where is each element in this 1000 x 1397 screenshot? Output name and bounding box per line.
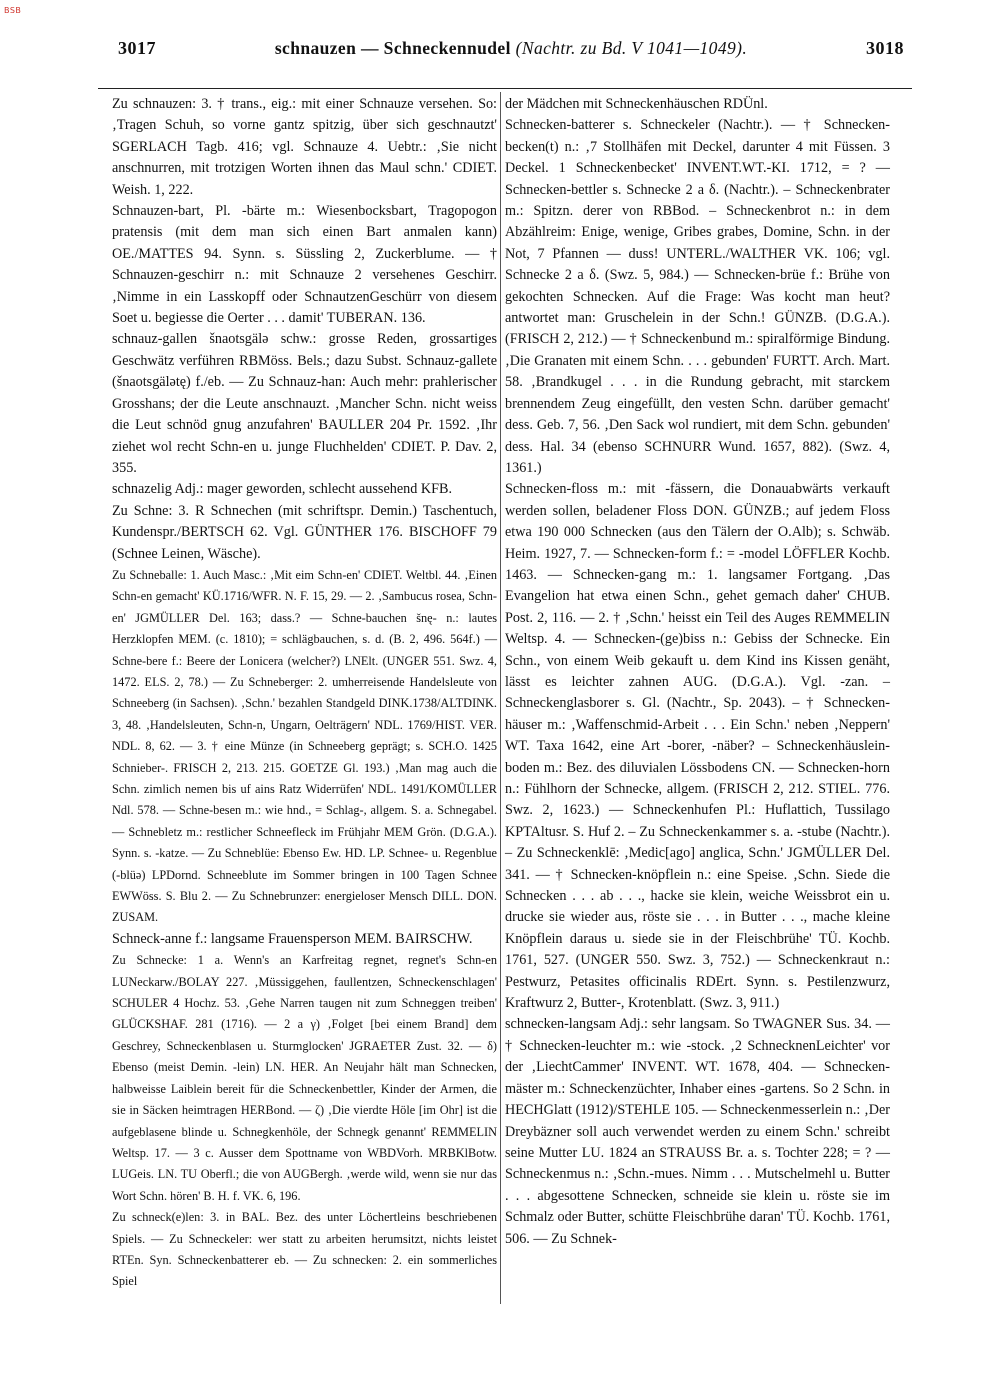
right-column (505, 94, 890, 1250)
entry-schnazelig: schnazelig Adj.: mager geworden, schlecht aussehend KFB. (112, 481, 453, 498)
header-rule (98, 88, 912, 89)
entry-schnecken-batterer: Schnecken-batterer s. Schneckeler (Nachtr.). — † Schnecken-becken(t) n.: ‚7 Stollhäfen mit Deckel, darunter 4 mit Füssen. 3 Deckel. 1 Schneckenbecket' INVENT.WT.-KI. 1712, = ? — Schnecken-bettler s. Schnecke 2 a δ. (Nachtr.). – Schneckenbrater m.: Spitzn. derer von RBBod. – Schneckenbrot n.: in dem Abzählreim: Enige, wenige, Gribes grabes, Domine, Schn. in der Not, 7 Pfannen — duss! UNTERL./WALTHER VK. 106; vgl. Schnecke 2 a δ. (Swz. 5, 984.) — Schnecken-brüe f.: Brühe von gekochten Schnecken. Auf die Frage: Was kocht man heut? antwortet man: Gruschelein in der Schn.! GÜNZB. (D.G.A.). (FRISCH 2, 212.) — † Schneckenbund m.: spiralförmige Bindung. ‚Die Granaten mit einem Schn. . . . gebunden' FURTT. Arch. Mart. 58. ‚Brandkugel . . . in die Rundung gebracht, mit starckem brennendem Zeug eingefüllt, den vesten Schn. darüber gemacht' dess. Geb. 7, 56. ‚Den Sack wol rundiert, mit dem Schn. gebunden' dess. Hal. 34 (ebenso SCHNURR Wund. 1657, 882). (Swz. 4, 1361.) (505, 117, 890, 476)
entry-schnauzen: Zu schnauzen: 3. † trans., eig.: mit einer Schnauze versehen. So: ‚Tragen Schuh, so vorne gantz spitzig, über sich geschnautzt' SGERLACH Tagb. 416; vgl. Schnauze 4. Uebtr.: ‚Sie nicht anschnurren, mit trotzigen Worten ihnen das Maul schn.' CDIET. Weish. 1, 222. (112, 96, 497, 198)
page-number-left: 3017 (118, 38, 156, 58)
entry-schnauz-gallen: schnauz-gallen šnaotsgälə schw.: grosse Reden, grossartiges Geschwätz verführen RBMöss. Bels.; dazu Subst. Schnauz-gallete (šnaotsgälətę) f./eb. — Zu Schnauz-han: Auch mehr: prahlerischer Grosshans; der die Leute anschnauzt. ‚Mancher Schn. nicht weiss die Leut schnöd gnug anzufahren' BAULLER 204 Pr. 1592. ‚Ihr ziehet wol recht Schn-en u. junge Fluchhelden' CDIET. P. Dav. 2, 355. (112, 331, 497, 476)
entry-schne: Zu Schne: 3. R Schnechen (mit schriftspr. Demin.) Taschentuch, Kundenspr./BERTSCH 62. Vgl. GÜNTHER 176. BISCHOFF 79 (Schnee Leinen, Wäsche). (112, 502, 497, 562)
library-mark: BSB (4, 6, 22, 15)
running-title-suffix: (Nachtr. zu Bd. V 1041—1049). (515, 38, 748, 58)
entry-schneballe: Zu Schneballe: 1. Auch Masc.: ‚Mit eim Schn-en' CDIET. Weltbl. 44. ‚Einen Schn-en gemacht' KÜ.1716/WFR. N. F. 15, 29. — 2. ‚Sambucus rosea, Schn-en' JGMÜLLER Del. 163; dass.? — Schne-bauchen šnę- n.: lautes Herzklopfen MEM. (c. 1810); = schlägbauchen, s. d. (B. 2, 496. 564f.) — Schne-bere f.: Beere der Lonicera (welcher?) LNElt. (UNGER 551. Swz. 4, 1472. ELS. 2, 78.) — Zu Schneberger: 2. umherreisende Handelsleute von Schneeberg (in Sachsen). ‚Schn.' bezahlen Standgeld DINK.1738/ALTDINK. 3, 48. ‚Handelsleuten, Schn-n, Ungarn, Oelträgern' NDL. 1769/HIST. VER. NDL. 8, 62. — 3. † eine Münze (in Schneeberg geprägt; s. SCH.O. 1425 Schnieber-. FRISCH 2, 213. 215. GOETZE Gl. 193.) ‚Man mag auch die Schn. zimlich nemen bis uf ains Ratz Widerrüfen' NDL. 1491/KOMÜLLER Ndl. 578. — Schne-besen m.: wie hnd., = Schlag-, allgem. S. a. Schnegabel. — Schnebletz m.: restlicher Schneefleck im Frühjahr MEM Grön. (D.G.A.). Synn. s. -katze. — Zu Schneblüe: Ebenso Ew. HD. LP. Schnee- u. Regenblue (-blüə) LPDornd. Schneeblute im Sommer bringen in 100 Tagen Schnee EWWöss. S. Blu 2. — Zu Schnebrunzer: energieloser Mensch DILL. DON. ZUSAM. (112, 567, 497, 925)
column-rule (500, 92, 501, 1304)
page-number-right: 3018 (866, 38, 904, 58)
entry-schneckelen: Zu schneck(e)len: 3. in BAL. Bez. des unter Löchertleins beschriebenen Spiels. — Zu Schneckeler: wer statt zu arbeiten herumsitzt, nichts leistet RTEn. Syn. Schneckenbatterer eb. — Zu schnecken: 2. ein sommerliches Spiel (112, 1210, 497, 1289)
left-column (112, 94, 497, 1293)
entry-schnecke: Zu Schnecke: 1 a. Wenn's an Karfreitag regnet, regnet's Schn-en LUNeckarw./BOLAY 227. ‚Müssiggehen, faullentzen, Schneckenschlagen' SCHULER 4 Hochz. 53. ‚Gehe Narren taugen nit zum Schneggen treiben' GLÜCKSHAF. 281 (1716). — 2 a γ) ‚Folget [bei einem Brand] dem Geschrey, Schneckenblasen u. Sturmglocken' JGRAETER Zust. 32. — δ) Ebenso (meist Demin. -lein) LN. HER. An Neujahr hält man Schnecken, halbweisse Laiblein bereit für die Schneckenbettler, Kinder der Armen, die sie in Säcken heimtragen HERBond. — ζ) ‚Die vierdte Höle [im Ohr] ist die aufgeblasene blinde u. Schnegkenhöle, der Schnegk genannt' REMMELIN Weltsp. 17. — 3 c. Ausser dem Spottname von WBDVorh. MRBKlBotw. LUGeis. LN. TU Oberfl.; die von AUGBergh. ‚werde wild, wenn sie nur das Wort Schn. hören' B. H. f. VK. 6, 196. (112, 953, 497, 1203)
entry-schnecken-floss: Schnecken-floss m.: mit -fässern, die Donauabwärts verkauft werden sollen, beladener Floss DON. GÜNZB.; auf jedem Floss etwa 190 000 Schnecken (aus den Tälern der O.Alb); s. Schwäb. Heim. 1927, 7. — Schnecken-form f.: = -model LÖFFLER Kochb. 1463. — Schnecken-gang m.: 1. langsamer Fortgang. ‚Das Evangelion hat etwa einen Schn., gehet gemach daher' CHUB. Post. 2, 116. — 2. † ‚Schn.' heisst ein Teil des Auges REMMELIN Weltsp. 4. — Schnecken-(ge)biss n.: Gebiss der Schnecke. Ein Schn., von einem Weib gekauft u. dem Kind ins Kissen genäht, lässt es leichter zahnen AUG. (D.G.A.). Vgl. -zan. – Schneckenglasborer s. Gl. (Nachtr., Sp. 2043). – † Schnecken-häuser m.: ‚Waffenschmid-Arbeit . . . Ein Schn.' neben ‚Neppern' WT. Taxa 1642, eine Art -borer, -näber? – Schneckenhäuslein-boden m.: Bez. des diluvialen Lössbodens CN. — Schnecken-horn n.: Fühlhorn der Schnecke, allgem. (FRISCH 2, 212. STIEL. 776. Swz. 2, 1623.) — Schneckenhufen Pl.: Huflattich, Tussilago KPTAltusr. S. Huf 2. – Zu Schneckenkammer s. a. -stube (Nachtr.). – Zu Schneckenklē: ‚Medic[ago] anglica, Schn.' JGMÜLLER Del. 341. — † Schnecken-knöpflein n.: eine Speise. ‚Schn. Siede die Schnecken . . . ab . . ., hacke sie klein, weiche Weissbrot ein u. drucke sie wieder aus, röste sie . . . in Butter . . ., mache kleine Knöpflein daraus u. siede sie in der Fleischbrühe' TÜ. Kochb. 1761, 527. (UNGER 550. Swz. 3, 752.) — Schneckenkraut n.: Pestwurz, Petasites officinalis RDErt. Synn. s. Pestilenzwurz, Kraftwurz 2, Butter-, Krotenblatt. (Swz. 3, 911.) (505, 481, 890, 1012)
page-header (118, 38, 904, 68)
running-title (118, 38, 904, 59)
running-title-main: schnauzen — Schneckennudel (274, 38, 511, 58)
entry-schneck-anne: Schneck-anne f.: langsame Frauensperson MEM. BAIRSCHW. (112, 930, 473, 947)
entry-schnauzen-bart: Schnauzen-bart, Pl. -bärte m.: Wiesenbocksbart, Tragopogon pratensis (mit dem man sich einen Bart anmalen kann) OE./MATTES 94. Synn. s. Süssling 2, Zuckerblume. — † Schnauzen-geschirr n.: mit Schnauze 2 versehenes Geschirr. ‚Nimme in ein Lasskopff oder SchnautzenGeschürr von diesem Soet u. begiesse die Oerter . . . damit' TUBERAN. 136. (112, 203, 497, 327)
entry-continuation: der Mädchen mit Schneckenhäuschen RDÜnl. (505, 96, 768, 112)
entry-schnecken-langsam: schnecken-langsam Adj.: sehr langsam. So TWAGNER Sus. 34. — † Schnecken-leuchter m.: wie -stock. ‚2 SchnecknenLeichter' vor der ‚LiechtCammer' INVENT. WT. 1678, 404. — Schnecken-mäster m.: Schneckenzüchter, Inhaber eines -gartens. So 2 Schn. in HECHGlatt (1912)/STEHLE 105. — Schneckenmesserlein n.: ‚Der Dreybäzner soll auch verwendet werden zu einem Schn.' schreibt seine Mutter LU. 1824 an STRAUSS Br. a. s. Tochter 228; = ? — Schneckenmus n.: ‚Schn.-mues. Nimm . . . Mutschelmehl u. Butter . . . abgesottene Schnecken, schneide sie klein u. röste sie im Schmalz oder Butter, schütte Fleischbrühe daran' TÜ. Kochb. 1761, 506. — Zu Schnek- (505, 1016, 890, 1247)
